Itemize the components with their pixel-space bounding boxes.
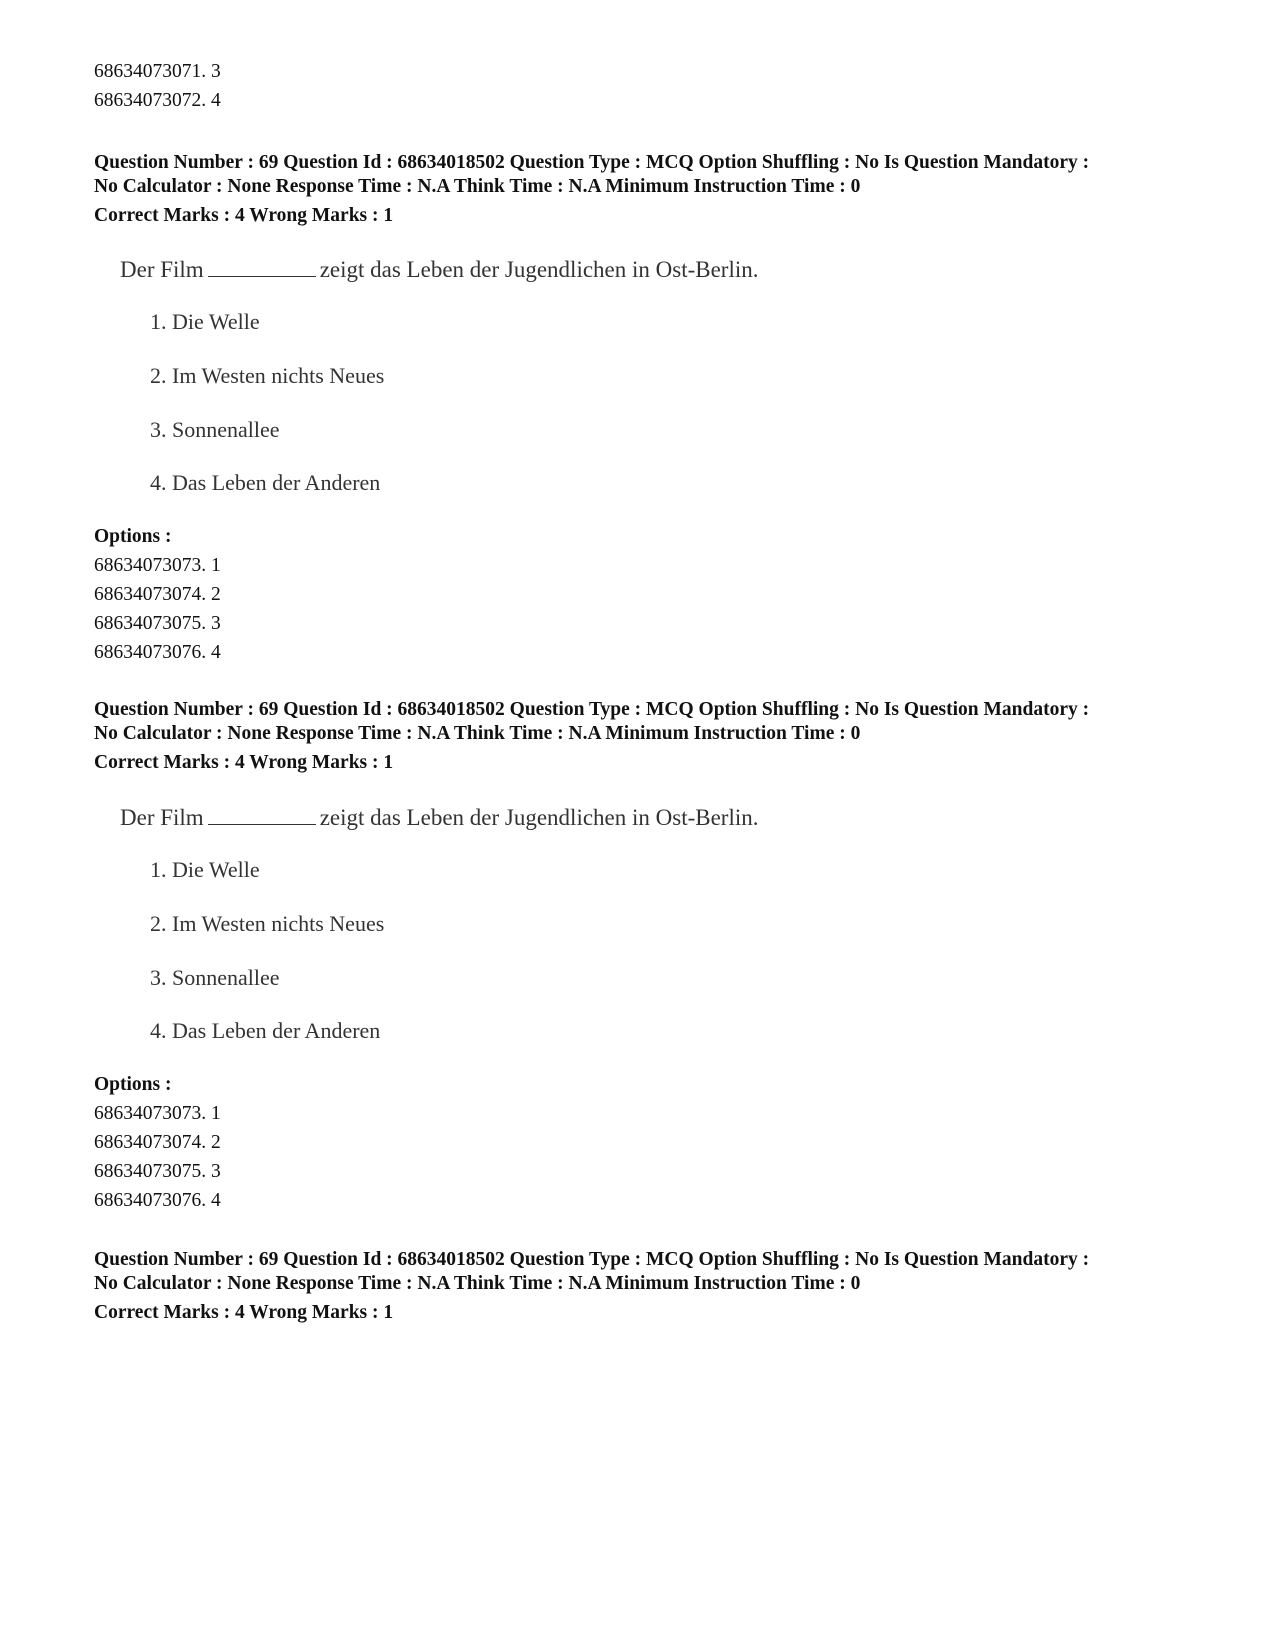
stem-text-after: zeigt das Leben der Jugendlichen in Ost-Berlin.	[319, 805, 759, 830]
option-line	[94, 580, 1204, 609]
option-id: 68634073075.	[94, 1161, 207, 1182]
stem-text-before: Der Film	[120, 805, 204, 830]
question-header-line-2: No Calculator : None Response Time : N.A Think Time : N.A Minimum Instruction Time : 0	[94, 1273, 861, 1294]
question-content	[94, 803, 854, 1043]
question-header	[94, 151, 1204, 228]
choice-item: 3. Sonnenallee	[150, 965, 280, 990]
question-header	[94, 1248, 1204, 1325]
options-label: Options :	[94, 526, 172, 547]
choice-item: 1. Die Welle	[150, 857, 260, 882]
options-section	[94, 522, 1204, 667]
option-line	[94, 1157, 1204, 1186]
option-value: 4	[211, 90, 221, 111]
question-stem	[120, 255, 759, 285]
choice-item: 3. Sonnenallee	[150, 417, 280, 442]
choice-item: 2. Im Westen nichts Neues	[150, 363, 385, 388]
option-id: 68634073072.	[94, 90, 207, 111]
option-id: 68634073076.	[94, 642, 207, 663]
question-header-line-1: Question Number : 69 Question Id : 68634018502 Question Type : MCQ Option Shuffling : No Is Question Mandatory :	[94, 1249, 1090, 1270]
option-line	[94, 638, 1204, 667]
fill-in-blank	[208, 258, 316, 277]
stem-text-before: Der Film	[120, 257, 204, 282]
option-line	[94, 57, 1204, 86]
option-line	[94, 1099, 1204, 1128]
options-label: Options :	[94, 1074, 172, 1095]
option-value: 3	[211, 613, 221, 634]
question-stem	[120, 803, 759, 833]
question-header-line-1: Question Number : 69 Question Id : 68634018502 Question Type : MCQ Option Shuffling : No Is Question Mandatory :	[94, 152, 1090, 173]
option-value: 1	[211, 555, 221, 576]
option-value: 3	[211, 61, 221, 82]
option-line	[94, 609, 1204, 638]
fill-in-blank	[208, 806, 316, 825]
option-id: 68634073073.	[94, 555, 207, 576]
option-id: 68634073074.	[94, 584, 207, 605]
option-id: 68634073074.	[94, 1132, 207, 1153]
option-value: 4	[211, 642, 221, 663]
question-header-line-1: Question Number : 69 Question Id : 68634018502 Question Type : MCQ Option Shuffling : No Is Question Mandatory :	[94, 699, 1090, 720]
choice-item: 1. Die Welle	[150, 309, 260, 334]
option-value: 2	[211, 1132, 221, 1153]
options-section	[94, 1070, 1204, 1215]
option-value: 4	[211, 1190, 221, 1211]
option-line	[94, 86, 1204, 115]
question-header-line-2: No Calculator : None Response Time : N.A Think Time : N.A Minimum Instruction Time : 0	[94, 176, 861, 197]
option-id: 68634073071.	[94, 61, 207, 82]
option-line	[94, 1186, 1204, 1215]
question-marks: Correct Marks : 4 Wrong Marks : 1	[94, 205, 394, 226]
choice-item: 4. Das Leben der Anderen	[150, 1018, 381, 1043]
option-id: 68634073075.	[94, 613, 207, 634]
question-marks: Correct Marks : 4 Wrong Marks : 1	[94, 752, 394, 773]
question-header-line-2: No Calculator : None Response Time : N.A Think Time : N.A Minimum Instruction Time : 0	[94, 723, 861, 744]
option-id: 68634073076.	[94, 1190, 207, 1211]
option-id: 68634073073.	[94, 1103, 207, 1124]
option-line	[94, 551, 1204, 580]
option-value: 1	[211, 1103, 221, 1124]
choice-item: 4. Das Leben der Anderen	[150, 470, 381, 495]
stem-text-after: zeigt das Leben der Jugendlichen in Ost-Berlin.	[319, 257, 759, 282]
choice-item: 2. Im Westen nichts Neues	[150, 911, 385, 936]
option-value: 2	[211, 584, 221, 605]
option-line	[94, 1128, 1204, 1157]
question-marks: Correct Marks : 4 Wrong Marks : 1	[94, 1302, 394, 1323]
previous-options-list	[94, 57, 1204, 115]
question-header	[94, 698, 1204, 775]
question-content	[94, 255, 854, 495]
option-value: 3	[211, 1161, 221, 1182]
